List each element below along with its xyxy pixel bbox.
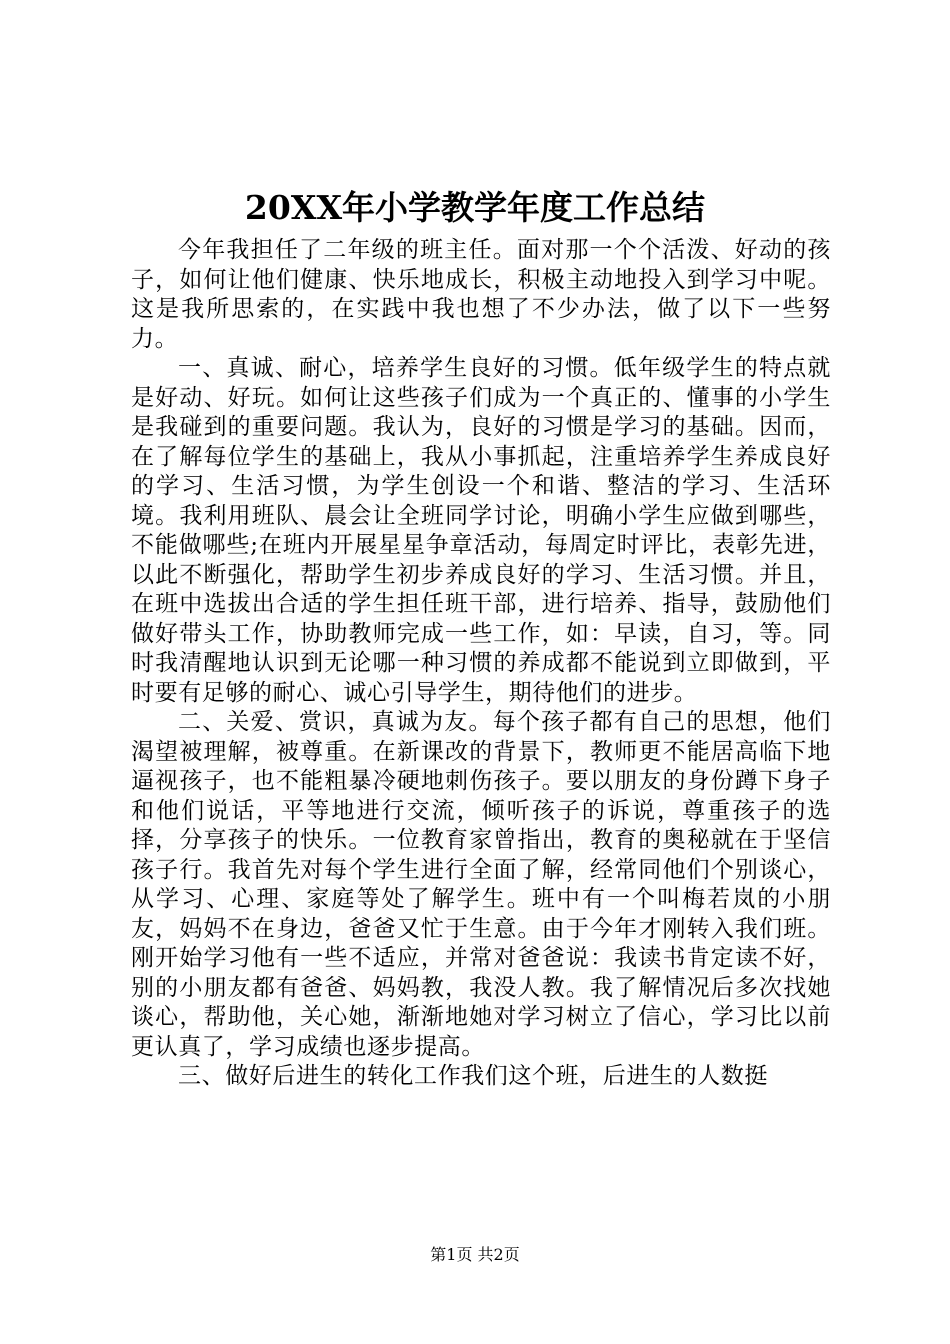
paragraph-intro: 今年我担任了二年级的班主任。面对那一个个活泼、好动的孩子，如何让他们健康、快乐地成长，积极主动地投入到学习中呢。这是我所思索的，在实践中我也想了不少办法，做了以下一些努力。	[131, 237, 831, 352]
paragraph-section-1: 一、真诚、耐心，培养学生良好的习惯。低年级学生的特点就是好动、好玩。如何让这些孩子们成为一个真正的、懂事的小学生是我碰到的重要问题。我认为，良好的习惯是学习的基础。因而，在了解每位学生的基础上，我从小事抓起，注重培养学生养成良好的学习、生活习惯，为学生创设一个和谐、整洁的学习、生活环境。我利用班队、晨会让全班同学讨论，明确小学生应做到哪些，不能做哪些;在班内开展星星争章活动，每周定时评比，表彰先进，以此不断强化，帮助学生初步养成良好的学习、生活习惯。并且，在班中选拔出合适的学生担任班干部，进行培养、指导，鼓励他们做好带头工作，协助教师完成一些工作，如：早读，自习，等。同时我清醒地认识到无论哪一种习惯的养成都不能说到立即做到，平时要有足够的耐心、诚心引导学生，期待他们的进步。	[131, 355, 831, 706]
document-body	[131, 236, 831, 1092]
document-title: 20XX年小学教学年度工作总结	[244, 188, 706, 227]
paragraph-section-2: 二、关爱、赏识，真诚为友。每个孩子都有自己的思想，他们渴望被理解，被尊重。在新课改的背景下，教师更不能居高临下地逼视孩子，也不能粗暴冷硬地刺伤孩子。要以朋友的身份蹲下身子和他们说话，平等地进行交流，倾听孩子的诉说，尊重孩子的选择，分享孩子的快乐。一位教育家曾指出，教育的奥秘就在于坚信孩子行。我首先对每个学生进行全面了解，经常同他们个别谈心，从学习、心理、家庭等处了解学生。班中有一个叫梅若岚的小朋友，妈妈不在身边，爸爸又忙于生意。由于今年才刚转入我们班。刚开始学习他有一些不适应，并常对爸爸说：我读书肯定读不好，别的小朋友都有爸爸、妈妈教，我没人教。我了解情况后多次找她谈心，帮助他，关心她，渐渐地她对学习树立了信心，学习比以前更认真了，学习成绩也逐步提高。	[131, 709, 831, 1060]
paragraph-section-3: 三、做好后进生的转化工作我们这个班，后进生的人数挺	[178, 1063, 768, 1089]
page-number-footer: 第1页 共2页	[430, 1245, 520, 1264]
